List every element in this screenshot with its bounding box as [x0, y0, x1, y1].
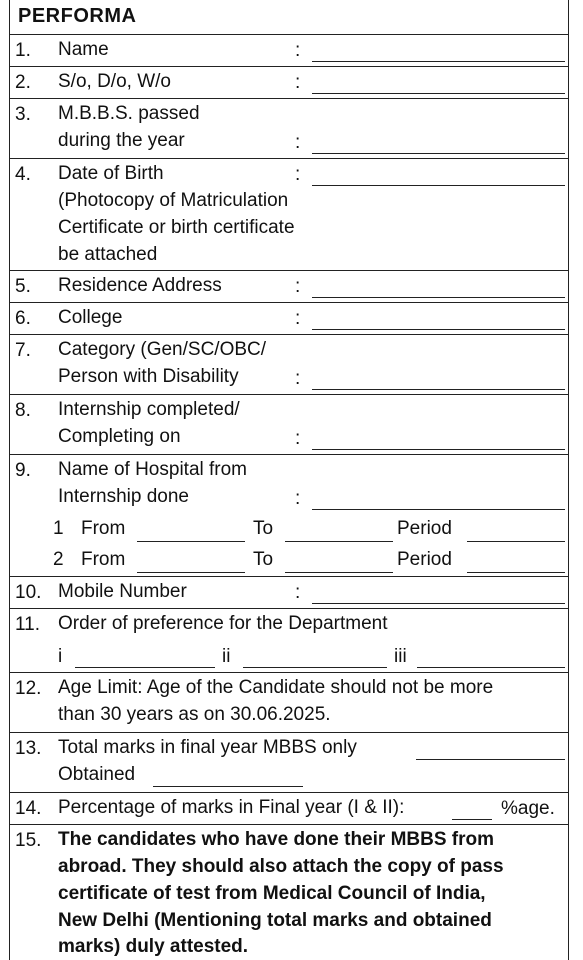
preference-3-field[interactable]: [417, 667, 565, 668]
form-row-5: [9, 270, 569, 302]
item-colon: :: [295, 72, 301, 93]
percentage-field[interactable]: [452, 819, 492, 820]
instruction-line: marks) duly attested.: [58, 936, 249, 957]
instruction-line: The candidates who have done their MBBS from: [58, 829, 495, 850]
form-row-12: [9, 672, 569, 732]
item-colon: :: [295, 488, 301, 509]
college-field[interactable]: [312, 329, 565, 330]
form-row-4: [9, 158, 569, 270]
item-number: 11.: [15, 614, 41, 635]
item-label: M.B.B.S. passed: [58, 103, 200, 124]
form-row-13: [9, 732, 569, 792]
address-field[interactable]: [312, 297, 565, 298]
internship-row-index: 1: [53, 518, 64, 539]
instruction-line: certificate of test from Medical Council of India,: [58, 883, 486, 904]
item-label: (Photocopy of Matriculation: [58, 190, 289, 211]
name-field[interactable]: [312, 61, 565, 62]
item-label: S/o, D/o, W/o: [58, 71, 171, 92]
period-field[interactable]: [467, 541, 565, 542]
item-label: Internship done: [58, 486, 189, 507]
mbbs-year-field[interactable]: [312, 153, 565, 154]
item-label: Name: [58, 39, 109, 60]
form-row-11: [9, 608, 569, 672]
item-colon: :: [295, 164, 301, 185]
form-heading: PERFORMA: [18, 5, 137, 27]
form-row-6: [9, 302, 569, 334]
period-field[interactable]: [467, 572, 565, 573]
item-label: Category (Gen/SC/OBC/: [58, 339, 267, 360]
item-label: Internship completed/: [58, 399, 240, 420]
item-label: College: [58, 307, 123, 328]
item-number: 14.: [15, 798, 42, 819]
item-label: Percentage of marks in Final year (I & II):: [58, 797, 405, 818]
item-number: 10.: [15, 582, 42, 603]
item-number: 12.: [15, 678, 42, 699]
to-field[interactable]: [285, 572, 393, 573]
instruction-line: abroad. They should also attach the copy of pass: [58, 856, 504, 877]
item-colon: :: [295, 40, 301, 61]
item-colon: :: [295, 132, 301, 153]
form-row-10: [9, 576, 569, 608]
item-colon: :: [295, 276, 301, 297]
item-label: Date of Birth: [58, 163, 164, 184]
form-row-9: [9, 454, 569, 576]
item-label: Certificate or birth certificate: [58, 217, 295, 238]
item-colon: :: [295, 308, 301, 329]
from-label: From: [81, 518, 126, 539]
item-label: Name of Hospital from: [58, 459, 248, 480]
form-row-3: [9, 98, 569, 158]
item-label: than 30 years as on 30.06.2025.: [58, 704, 331, 725]
from-label: From: [81, 549, 126, 570]
item-label: Order of preference for the Department: [58, 613, 388, 634]
preference-label: iii: [394, 646, 407, 667]
from-field[interactable]: [137, 541, 245, 542]
dob-field[interactable]: [312, 185, 565, 186]
preference-label: i: [58, 646, 63, 667]
percentage-unit: %age.: [501, 798, 555, 819]
item-number: 3.: [15, 104, 31, 125]
item-label: Person with Disability: [58, 366, 239, 387]
form-row-8: [9, 394, 569, 454]
item-colon: :: [295, 582, 301, 603]
item-colon: :: [295, 368, 301, 389]
item-number: 4.: [15, 164, 31, 185]
hospital-field[interactable]: [312, 509, 565, 510]
item-label: Completing on: [58, 426, 181, 447]
item-number: 1.: [15, 40, 31, 61]
category-field[interactable]: [312, 389, 565, 390]
period-label: Period: [397, 518, 452, 539]
item-number: 6.: [15, 308, 31, 329]
preference-1-field[interactable]: [75, 667, 215, 668]
item-label: Residence Address: [58, 275, 222, 296]
item-number: 15.: [15, 830, 42, 851]
preference-label: ii: [222, 646, 231, 667]
item-number: 5.: [15, 276, 31, 297]
instruction-line: New Delhi (Mentioning total marks and obtained: [58, 910, 492, 931]
from-field[interactable]: [137, 572, 245, 573]
to-label: To: [253, 549, 274, 570]
form-row-14: [9, 792, 569, 824]
item-label: Age Limit: Age of the Candidate should not be more: [58, 677, 494, 698]
item-colon: :: [295, 428, 301, 449]
form-row-15: [9, 824, 569, 960]
to-field[interactable]: [285, 541, 393, 542]
item-number: 2.: [15, 72, 31, 93]
to-label: To: [253, 518, 274, 539]
total-marks-field[interactable]: [416, 759, 565, 760]
item-number: 13.: [15, 738, 42, 759]
item-number: 7.: [15, 340, 31, 361]
period-label: Period: [397, 549, 452, 570]
item-label: be attached: [58, 244, 158, 265]
mobile-field[interactable]: [312, 603, 565, 604]
item-number: 8.: [15, 400, 31, 421]
item-label: Mobile Number: [58, 581, 187, 602]
obtained-marks-field[interactable]: [153, 786, 303, 787]
relation-field[interactable]: [312, 93, 565, 94]
item-number: 9.: [15, 460, 31, 481]
item-label: Obtained: [58, 764, 136, 785]
form-row-7: [9, 334, 569, 394]
form-row-2: [9, 66, 569, 98]
form-row-1: [9, 34, 569, 66]
internship-row-index: 2: [53, 549, 64, 570]
item-label: during the year: [58, 130, 185, 151]
preference-2-field[interactable]: [243, 667, 387, 668]
item-label: Total marks in final year MBBS only: [58, 737, 357, 758]
internship-date-field[interactable]: [312, 449, 565, 450]
